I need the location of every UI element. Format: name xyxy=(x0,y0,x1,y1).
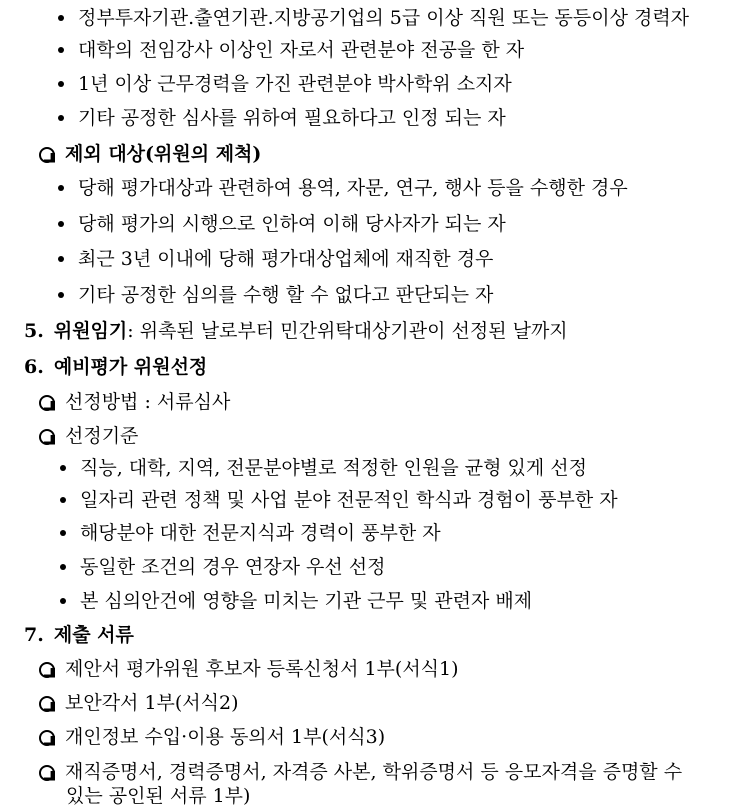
list-item xyxy=(60,456,587,480)
circle-item xyxy=(38,390,230,414)
list-item xyxy=(58,38,524,62)
list-item-text: 기타 공정한 심사를 위하여 필요하다고 인정 되는 자 xyxy=(78,107,506,129)
list-item-text: 직능, 대학, 지역, 전문분야별로 적정한 인원을 균형 있게 선정 xyxy=(80,457,587,479)
list-item xyxy=(58,212,506,236)
section-heading xyxy=(24,355,207,379)
bullet-icon xyxy=(58,81,64,87)
bullet-icon xyxy=(60,465,66,471)
bullet-icon xyxy=(58,256,64,262)
list-item-text: 대학의 전임강사 이상인 자로서 관련분야 전공을 한 자 xyxy=(78,39,525,61)
bullet-icon xyxy=(58,292,64,298)
shadowed-circle-bullet-icon xyxy=(38,661,55,678)
subsection-heading xyxy=(38,142,261,166)
section-title: 예비평가 위원선정 xyxy=(53,356,208,378)
bullet-icon xyxy=(58,47,64,53)
section-title: 제출 서류 xyxy=(53,624,134,646)
bullet-icon xyxy=(60,598,66,604)
list-item xyxy=(58,106,506,130)
bullet-icon xyxy=(58,185,64,191)
bullet-icon xyxy=(58,115,64,121)
section-heading xyxy=(24,623,134,647)
section-number: 5. xyxy=(24,320,44,342)
list-item-text: 당해 평가대상과 관련하여 용역, 자문, 연구, 행사 등을 수행한 경우 xyxy=(78,177,628,199)
list-item-text: 당해 평가의 시행으로 인하여 이해 당사자가 되는 자 xyxy=(78,213,506,235)
shadowed-circle-bullet-icon xyxy=(38,428,55,445)
list-item-text: 본 심의안건에 영향을 미치는 기관 근무 및 관련자 배제 xyxy=(80,590,533,612)
circle-item xyxy=(38,691,239,715)
circle-item-text: 선정방법 : 서류심사 xyxy=(65,391,231,413)
bullet-icon xyxy=(58,221,64,227)
circle-item xyxy=(38,760,682,784)
shadowed-circle-bullet-icon xyxy=(38,695,55,712)
list-item-text: 기타 공정한 심의를 수행 할 수 없다고 판단되는 자 xyxy=(78,284,494,306)
subsection-heading-text: 제외 대상(위원의 제척) xyxy=(65,143,262,165)
shadowed-circle-bullet-icon xyxy=(38,394,55,411)
circle-item xyxy=(38,424,138,448)
section-description: : 위촉된 날로부터 민간위탁대상기관이 선정된 날까지 xyxy=(127,320,568,342)
list-item xyxy=(58,176,628,200)
list-item-text: 일자리 관련 정책 및 사업 분야 전문적인 학식과 경험이 풍부한 자 xyxy=(80,489,618,511)
circle-item xyxy=(38,725,385,749)
list-item xyxy=(58,247,493,271)
list-item xyxy=(58,283,493,307)
list-item xyxy=(60,555,386,579)
circle-item-text: 선정기준 xyxy=(65,425,139,447)
section-heading xyxy=(24,319,568,343)
bullet-icon xyxy=(60,564,66,570)
circle-item-text: 개인정보 수입·이용 동의서 1부(서식3) xyxy=(65,726,386,748)
shadowed-circle-bullet-icon xyxy=(38,729,55,746)
section-number: 7. xyxy=(24,624,44,646)
circle-item xyxy=(38,657,459,681)
section-title: 위원임기 xyxy=(53,320,128,342)
bullet-icon xyxy=(58,15,64,21)
circle-item-text: 제안서 평가위원 후보자 등록신청서 1부(서식1) xyxy=(65,658,459,680)
circle-item-continuation: 있는 공인된 서류 1부) xyxy=(66,785,251,807)
list-item xyxy=(58,6,689,30)
list-item-text: 해당분야 대한 전문지식과 경력이 풍부한 자 xyxy=(80,522,441,544)
circle-item-text: 재직증명서, 경력증명서, 자격증 사본, 학위증명서 등 응모자격을 증명할 수 xyxy=(65,761,683,783)
section-number: 6. xyxy=(24,356,44,378)
list-item-text: 정부투자기관.출연기관.지방공기업의 5급 이상 직원 또는 동등이상 경력자 xyxy=(78,7,690,29)
shadowed-circle-bullet-icon xyxy=(38,764,55,781)
shadowed-circle-bullet-icon xyxy=(38,146,55,163)
list-item xyxy=(60,521,441,545)
circle-item-text: 보안각서 1부(서식2) xyxy=(65,692,239,714)
list-item xyxy=(58,72,512,96)
bullet-icon xyxy=(60,530,66,536)
bullet-icon xyxy=(60,497,66,503)
list-item-text: 동일한 조건의 경우 연장자 우선 선정 xyxy=(80,556,386,578)
list-item xyxy=(60,488,618,512)
list-item xyxy=(60,589,532,613)
list-item-text: 최근 3년 이내에 당해 평가대상업체에 재직한 경우 xyxy=(78,248,494,270)
list-item-text: 1년 이상 근무경력을 가진 관련분야 박사학위 소지자 xyxy=(78,73,512,95)
